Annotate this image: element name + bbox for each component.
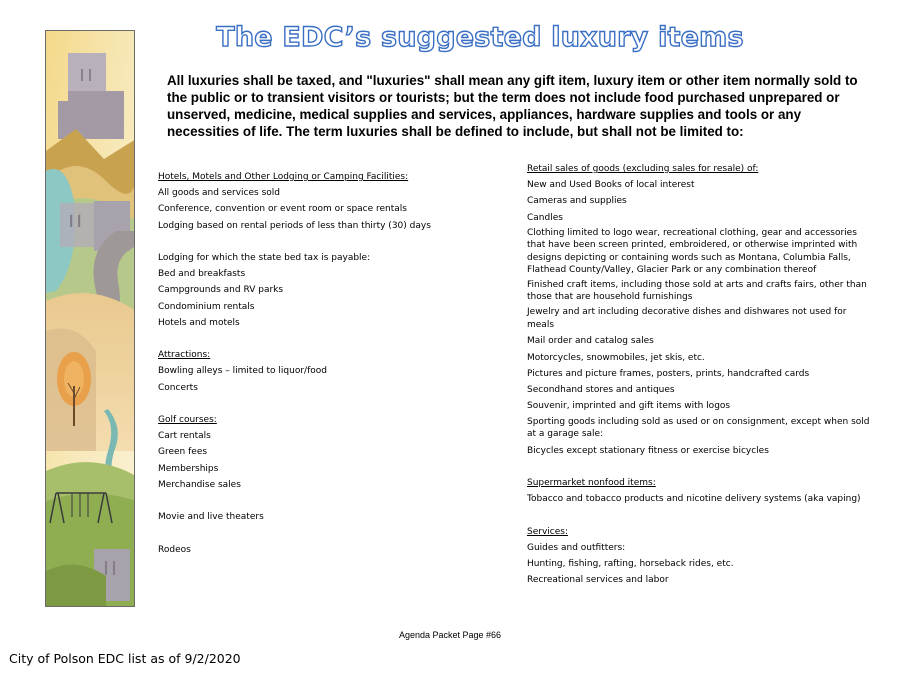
list-item: Merchandise sales [158, 479, 241, 490]
list-item: All goods and services sold [158, 188, 280, 199]
list-item: Bicycles except stationary fitness or exercise bicycles [527, 445, 769, 456]
landscape-illustration [46, 31, 135, 607]
list-item: Hotels and motels [158, 317, 240, 328]
section-heading-retail: Retail sales of goods (excluding sales for resale) of: [527, 164, 759, 174]
list-item: Guides and outfitters: [527, 543, 626, 554]
list-item: Conference, convention or event room or space rentals [158, 204, 407, 215]
list-item: Mail order and catalog sales [527, 336, 654, 347]
section-heading-bed-tax: Lodging for which the state bed tax is payable: [158, 253, 371, 263]
list-item: Motorcycles, snowmobiles, jet skis, etc. [527, 352, 705, 363]
agenda-page-number: Agenda Packet Page #66 [398, 630, 502, 640]
footer-note: City of Polson EDC list as of 9/2/2020 [9, 651, 241, 666]
spacer [527, 508, 872, 524]
section-heading-supermarket: Supermarket nonfood items: [527, 478, 656, 489]
decorative-illustration [45, 30, 135, 607]
list-item-theaters: Movie and live theaters [158, 512, 264, 523]
list-item: Jewelry and art including decorative dishes and dishwares not used for meals [527, 307, 847, 330]
spacer [527, 459, 872, 475]
list-item: Cart rentals [158, 431, 211, 442]
list-item: Sporting goods including sold as used or on consignment, except when sold at a garage sale: [527, 416, 870, 440]
spacer [158, 331, 503, 347]
list-item: New and Used Books of local interest [527, 180, 695, 191]
list-item: Recreational services and labor [527, 575, 669, 586]
list-item: Clothing limited to logo wear, recreational clothing, gear and accessories that have been screen printed, embroidered, or otherwise imprinted with designs depicting or containing words such as Montana, Columbia Falls, Flathead County/Valley, Glacier Park or any combination thereof [527, 228, 858, 276]
spacer [158, 493, 503, 509]
list-item: Bed and breakfasts [158, 269, 246, 280]
list-item: Cameras and supplies [527, 196, 627, 207]
section-heading-attractions: Attractions: [158, 350, 211, 361]
list-item: Hunting, fishing, rafting, horseback rides, etc. [527, 559, 734, 570]
page-title: The EDC’s suggested luxury items [216, 22, 744, 53]
list-item: Condominium rentals [158, 301, 255, 312]
list-item: Campgrounds and RV parks [158, 285, 284, 296]
intro-paragraph: All luxuries shall be taxed, and "luxuries" shall mean any gift item, luxury item or other item normally sold to the public or to transient visitors or tourists; but the term does not include food purchased unprepared or unserved, medicine, medical supplies and services, appliances, hardware supplies and tools or any necessities of life. The term luxuries shall be defined to include, but shall not be limited to: [167, 73, 858, 139]
list-item: Finished craft items, including those sold at arts and crafts fairs, other than those that are household furnishings [527, 280, 867, 303]
list-item: Bowling alleys – limited to liquor/food [158, 366, 327, 377]
list-item-rodeos: Rodeos [158, 544, 191, 555]
list-item: Pictures and picture frames, posters, prints, handcrafted cards [527, 368, 810, 379]
right-column [527, 161, 872, 589]
list-item: Lodging based on rental periods of less than thirty (30) days [158, 220, 431, 231]
spacer [158, 396, 503, 412]
section-heading-lodging: Hotels, Motels and Other Lodging or Camping Facilities: [158, 172, 409, 182]
list-item: Tobacco and tobacco products and nicotine delivery systems (aka vaping) [527, 494, 861, 505]
spacer [158, 525, 503, 541]
list-item: Concerts [158, 382, 198, 393]
list-item: Candles [527, 212, 563, 223]
left-column [158, 169, 503, 558]
list-item: Secondhand stores and antiques [527, 385, 675, 396]
section-heading-golf: Golf courses: [158, 415, 217, 425]
list-item: Souvenir, imprinted and gift items with logos [527, 401, 731, 412]
list-item: Green fees [158, 447, 208, 458]
list-item: Memberships [158, 463, 219, 474]
section-heading-services: Services: [527, 526, 568, 537]
spacer [158, 234, 503, 250]
